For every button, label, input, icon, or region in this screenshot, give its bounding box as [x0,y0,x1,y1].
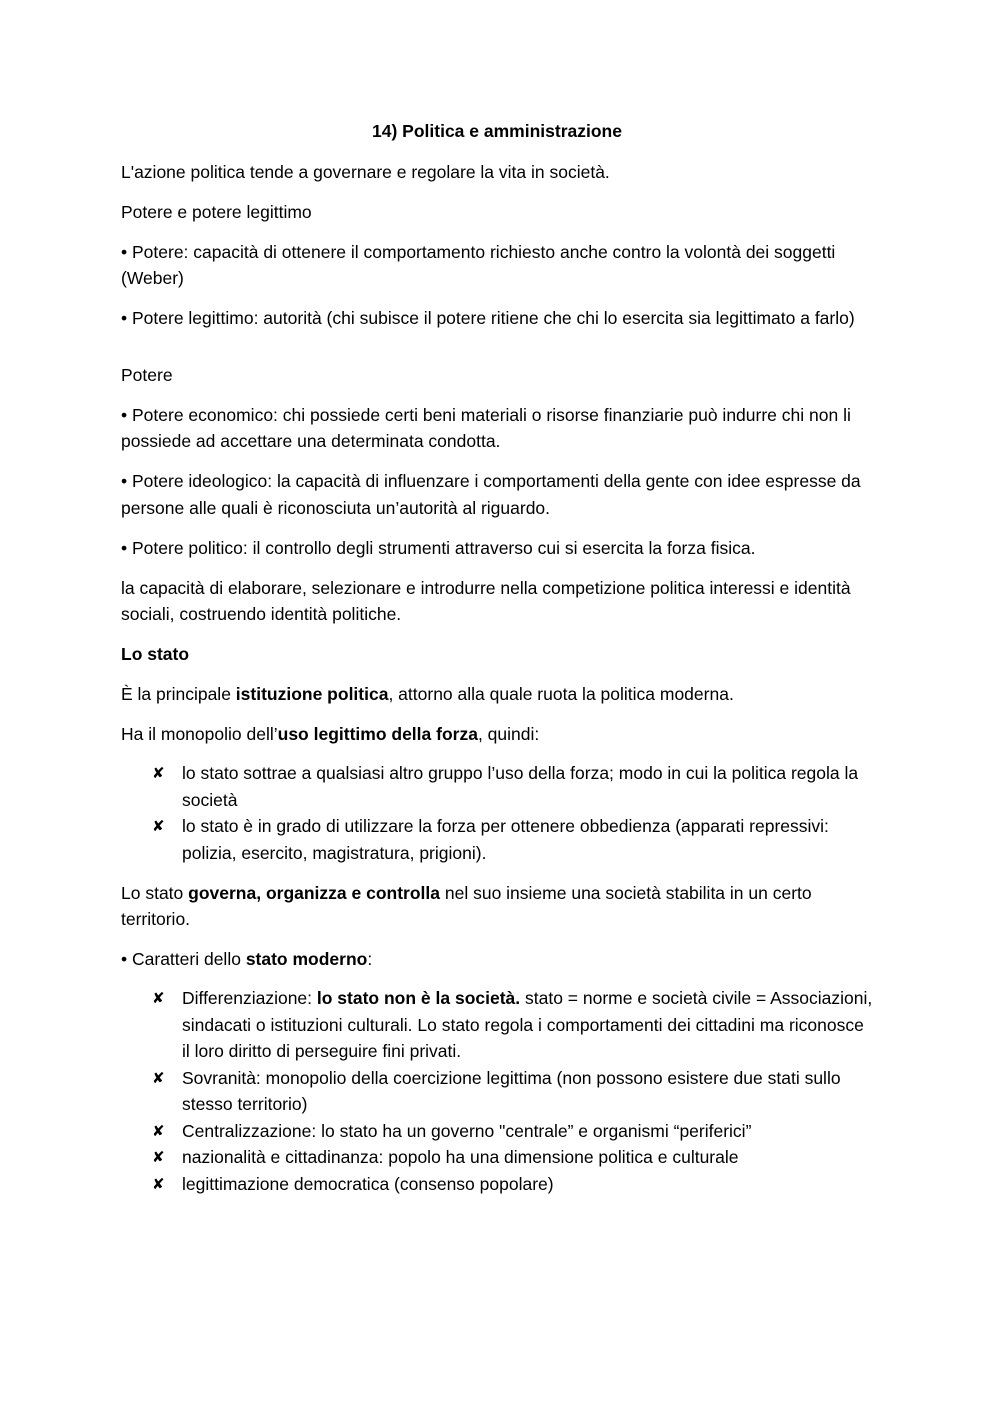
stato-definition [121,681,873,708]
list-item [152,985,873,1065]
lo-stato-heading-text: Lo stato [121,644,190,664]
cross-mark-icon: ✘ [152,764,165,782]
differenziazione-bold: lo stato non è la società. [316,988,521,1008]
list-item [152,1065,873,1118]
differenziazione-post: stato = norme e società civile = Associazioni, sindacati o istituzioni culturali. Lo stato regola i comportamenti dei cittadini ma riconosce il loro diritto di perseguire fini privati. [182,988,873,1061]
bullet-potere-economico [121,402,873,455]
cross-mark-icon: ✘ [152,1148,165,1166]
section-heading-potere: Potere [121,364,173,385]
section-heading-lo-stato [121,641,873,668]
list-item [152,1171,873,1198]
governa-paragraph [121,880,873,933]
list-item [152,760,873,813]
monopolio-paragraph [121,721,873,748]
list-item-text: nazionalità e cittadinanza: popolo ha una dimensione politica e culturale [182,1147,739,1167]
bullet-potere-politico-text: Potere politico: il controllo degli strumenti attraverso cui si esercita la forza fisica. [132,537,756,558]
bullet-potere-ideologico [121,468,873,521]
list-item [152,1118,873,1145]
capacita-paragraph: la capacità di elaborare, selezionare e introdurre nella competizione politica interessi e identità sociali, costruendo identità politiche. [121,577,851,624]
list-item [152,1144,873,1171]
caratteri-post: : [367,949,373,969]
monopolio-list [121,760,873,866]
bullet-potere-politico [121,535,873,562]
monopolio-pre: Ha il monopolio dell’ [121,724,278,744]
page-title: 14) Politica e amministrazione [372,121,622,141]
bullet-potere [121,239,873,292]
governa-post: nel suo insieme una società stabilita in un certo territorio. [121,882,812,929]
cross-mark-icon: ✘ [152,1174,165,1193]
bullet-potere-text: Potere: capacità di ottenere il comportamento richiesto anche contro la volontà dei soggetti (Weber) [121,241,836,288]
caratteri-list [121,985,873,1197]
bullet-potere-legittimo [121,305,873,332]
cross-mark-icon: ✘ [152,1068,165,1087]
governa-pre: Lo stato [121,882,189,903]
bullet-potere-ideologico-text: Potere ideologico: la capacità di influenzare i comportamenti della gente con idee espresse da persone alle quali è riconosciuta un’autorità al riguardo. [121,471,861,518]
list-item-text: legittimazione democratica (consenso popolare) [182,1173,554,1194]
bullet-caratteri [121,946,873,973]
list-item-text: lo stato è in grado di utilizzare la forza per ottenere obbedienza (apparati repressivi: polizia, esercito, magistratura, prigioni). [182,816,829,863]
monopolio-bold: uso legittimo della forza [277,724,478,744]
caratteri-bold: stato moderno [245,949,368,969]
stato-def-pre: È la principale [121,684,236,704]
cross-mark-icon: ✘ [152,1121,165,1140]
stato-def-bold: istituzione politica [235,684,389,704]
stato-def-post: , attorno alla quale ruota la politica moderna. [388,684,734,704]
cross-mark-icon: ✘ [152,989,165,1007]
monopolio-post: , quindi: [477,724,540,744]
bullet-potere-legittimo-text: Potere legittimo: autorità (chi subisce il potere ritiene che chi lo esercita sia legittimato a farlo) [132,308,855,328]
caratteri-pre: Caratteri dello [132,949,246,969]
list-item [152,813,873,866]
list-item-text: lo stato sottrae a qualsiasi altro gruppo l’uso della forza; modo in cui la politica regola la società [182,763,859,810]
list-item-text: Sovranità: monopolio della coercizione legittima (non possono esistere due stati sullo stesso territorio) [182,1067,841,1114]
cross-mark-icon: ✘ [152,817,165,835]
bullet-potere-economico-text: Potere economico: chi possiede certi beni materiali o risorse finanziarie può indurre chi non li possiede ad accettare una determinata condotta. [121,404,851,451]
differenziazione-pre: Differenziazione: [182,988,317,1008]
governa-bold: governa, organizza e controlla [188,882,441,903]
intro-paragraph: L'azione politica tende a governare e regolare la vita in società. [121,161,610,182]
list-item-text: Centralizzazione: lo stato ha un governo "centrale” e organismi “periferici” [182,1120,752,1141]
document-body [121,118,873,1211]
section-heading-potere-legittimo: Potere e potere legittimo [121,201,312,222]
